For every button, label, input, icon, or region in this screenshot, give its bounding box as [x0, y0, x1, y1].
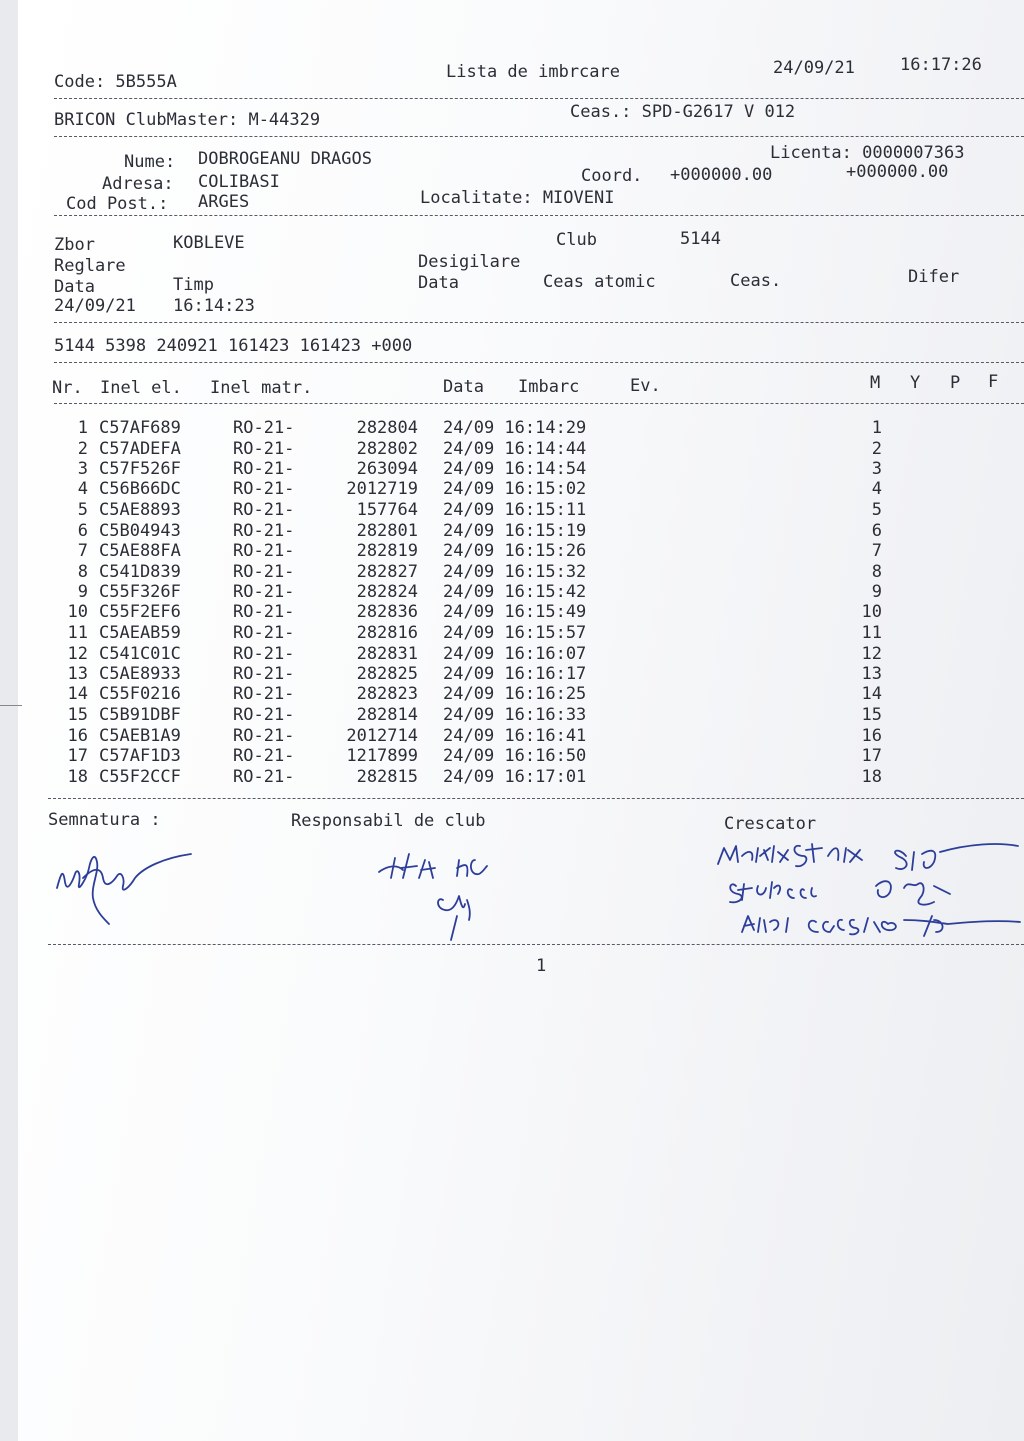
table-row: [18, 767, 1024, 788]
row-number: 7: [77, 541, 88, 562]
owner-postcode: ARGES: [198, 192, 250, 212]
position-m: 13: [861, 664, 882, 685]
electronic-ring: C57ADEFA: [99, 438, 181, 459]
row-number: 17: [67, 746, 88, 767]
licence-number: Licenta: 0000007363: [770, 143, 965, 163]
row-number: 5: [77, 499, 88, 520]
electronic-ring: C5B91DBF: [99, 704, 181, 725]
boarding-datetime: 24/09 16:16:07: [443, 643, 587, 664]
boarding-datetime: 24/09 16:16:33: [443, 704, 587, 725]
divider: [54, 215, 1024, 216]
boarding-datetime: 24/09 16:15:26: [443, 541, 587, 562]
col-header-y: Y: [910, 373, 921, 393]
row-number: 4: [77, 479, 88, 500]
ring-number: 282816: [356, 623, 418, 643]
position-m: 5: [871, 499, 882, 520]
ring-number: 282804: [356, 418, 418, 438]
position-m: 7: [871, 541, 882, 562]
divider: [54, 98, 1024, 99]
ring-number: 282801: [356, 520, 418, 541]
divider: [48, 944, 1024, 945]
ring-prefix: RO-21-: [233, 623, 295, 643]
print-time: 16:17:26: [900, 55, 982, 75]
breeder-label: Crescator: [724, 814, 817, 834]
table-row: [18, 418, 1024, 439]
boarding-datetime: 24/09 16:15:11: [443, 499, 587, 520]
ring-number: 282831: [356, 643, 418, 664]
electronic-ring: C541D839: [99, 561, 181, 582]
owner-address: COLIBASI: [198, 172, 280, 192]
position-m: 2: [871, 438, 882, 459]
position-m: 17: [861, 746, 882, 767]
electronic-ring: C55F2EF6: [99, 602, 181, 623]
electronic-ring: C57F526F: [99, 459, 181, 480]
boarding-datetime: 24/09 16:16:17: [443, 664, 587, 685]
table-row: [18, 562, 1024, 583]
ring-prefix: RO-21-: [233, 766, 295, 787]
owner-name: DOBROGEANU DRAGOS: [198, 149, 372, 169]
table-row: [18, 644, 1024, 665]
desigilare-label: Desigilare: [418, 252, 521, 272]
data-label: Data: [54, 277, 95, 297]
divider: [54, 362, 1024, 363]
table-row: [18, 664, 1024, 685]
boarding-datetime: 24/09 16:16:50: [443, 746, 587, 767]
ring-prefix: RO-21-: [233, 499, 295, 520]
electronic-ring: C57AF689: [99, 418, 181, 438]
edge-mark: [0, 705, 22, 706]
ring-number: 282836: [356, 602, 418, 623]
electronic-ring: C541C01C: [99, 643, 181, 664]
data2-label: Data: [418, 273, 459, 293]
table-row: [18, 684, 1024, 705]
ring-prefix: RO-21-: [233, 664, 295, 685]
ring-prefix: RO-21-: [233, 561, 295, 582]
page-number: 1: [536, 956, 547, 976]
row-number: 3: [77, 459, 88, 480]
table-row: [18, 439, 1024, 460]
position-m: 8: [871, 561, 882, 582]
electronic-ring: C5AE8933: [99, 664, 181, 685]
ring-prefix: RO-21-: [233, 725, 295, 746]
boarding-datetime: 24/09 16:16:25: [443, 684, 587, 705]
boarding-datetime: 24/09 16:14:44: [443, 438, 587, 459]
ring-prefix: RO-21-: [233, 581, 295, 602]
coord-y: +000000.00: [846, 162, 949, 182]
ring-number: 263094: [356, 459, 418, 480]
col-header-date: Data: [443, 377, 484, 397]
clubmaster-id: BRICON ClubMaster: M-44329: [54, 110, 321, 130]
row-number: 16: [67, 725, 88, 746]
boarding-datetime: 24/09 16:14:54: [443, 459, 587, 480]
timp-label: Timp: [173, 275, 214, 295]
table-row: [18, 521, 1024, 542]
ring-prefix: RO-21-: [233, 459, 295, 480]
row-number: 1: [77, 418, 88, 438]
electronic-ring: C56B66DC: [99, 479, 181, 500]
ring-prefix: RO-21-: [233, 602, 295, 623]
electronic-ring: C57AF1D3: [99, 746, 181, 767]
boarding-datetime: 24/09 16:15:57: [443, 623, 587, 643]
signature-breeders: [708, 836, 1024, 948]
col-header-electronic-ring: Inel el.: [100, 378, 182, 398]
boarding-datetime: 24/09 16:14:29: [443, 418, 587, 438]
col-header-ring-number: Inel matr.: [210, 378, 313, 398]
row-number: 8: [77, 561, 88, 582]
position-m: 14: [861, 684, 882, 705]
divider: [54, 322, 1024, 323]
club-label: Club: [556, 230, 597, 250]
ring-prefix: RO-21-: [233, 541, 295, 562]
table-row: [18, 726, 1024, 747]
ring-number: 2012719: [346, 479, 418, 500]
position-m: 18: [861, 766, 882, 787]
reglare-time: 16:14:23: [173, 296, 255, 316]
coord-label: Coord.: [581, 166, 643, 186]
atomic-clock-label: Ceas atomic: [543, 272, 656, 292]
boarding-datetime: 24/09 16:17:01: [443, 766, 587, 787]
col-header-p: P: [950, 373, 961, 393]
row-number: 9: [77, 581, 88, 602]
ring-number: 282802: [356, 438, 418, 459]
col-header-boarding: Imbarc: [518, 377, 580, 397]
table-row: [18, 479, 1024, 500]
ring-number: 157764: [356, 499, 418, 520]
electronic-ring: C5AEB1A9: [99, 725, 181, 746]
ring-number: 282827: [356, 561, 418, 582]
row-number: 12: [67, 643, 88, 664]
table-row: [18, 746, 1024, 767]
signature-left: [43, 838, 203, 933]
position-m: 4: [871, 479, 882, 500]
electronic-ring: C5AE8893: [99, 499, 181, 520]
position-m: 16: [861, 725, 882, 746]
row-number: 11: [67, 623, 88, 643]
col-header-event: Ev.: [630, 376, 661, 396]
ring-number: 282815: [356, 766, 418, 787]
address-label: Adresa:: [102, 174, 174, 194]
ring-prefix: RO-21-: [233, 643, 295, 664]
row-number: 2: [77, 438, 88, 459]
electronic-ring: C55F326F: [99, 581, 181, 602]
ring-number: 282824: [356, 581, 418, 602]
electronic-ring: C55F2CCF: [99, 766, 181, 787]
print-date: 24/09/21: [773, 58, 855, 78]
ring-prefix: RO-21-: [233, 520, 295, 541]
boarding-datetime: 24/09 16:15:02: [443, 479, 587, 500]
table-row: [18, 459, 1024, 480]
col-header-f: F: [988, 372, 999, 392]
divider: [54, 403, 1024, 404]
table-row: [18, 602, 1024, 623]
position-m: 3: [871, 459, 882, 480]
coord-x: +000000.00: [670, 165, 773, 185]
ring-number: 282825: [356, 664, 418, 685]
ring-prefix: RO-21-: [233, 438, 295, 459]
position-m: 15: [861, 704, 882, 725]
electronic-ring: C5AE88FA: [99, 541, 181, 562]
difference-label: Difer: [908, 267, 960, 287]
row-number: 18: [67, 766, 88, 787]
ring-number: 282814: [356, 704, 418, 725]
document-title: Lista de imbrcare: [446, 62, 620, 82]
signature-label: Semnatura :: [48, 810, 161, 830]
electronic-ring: C5AEAB59: [99, 623, 181, 643]
position-m: 12: [861, 643, 882, 664]
col-header-m: M: [870, 373, 881, 393]
col-header-nr: Nr.: [52, 378, 83, 398]
boarding-datetime: 24/09 16:15:42: [443, 581, 587, 602]
ring-number: 282823: [356, 684, 418, 705]
name-label: Nume:: [124, 152, 176, 172]
clock-code-line: 5144 5398 240921 161423 161423 +000: [54, 336, 413, 356]
table-row: [18, 541, 1024, 562]
boarding-datetime: 24/09 16:15:49: [443, 602, 587, 623]
ring-prefix: RO-21-: [233, 418, 295, 438]
reglare-date: 24/09/21: [54, 296, 136, 316]
table-row: [18, 582, 1024, 603]
divider: [48, 798, 1024, 799]
table-row: [18, 623, 1024, 644]
position-m: 10: [861, 602, 882, 623]
electronic-ring: C55F0216: [99, 684, 181, 705]
reglare-label: Reglare: [54, 256, 126, 276]
ring-prefix: RO-21-: [233, 746, 295, 767]
owner-locality: Localitate: MIOVENI: [420, 188, 615, 208]
boarding-datetime: 24/09 16:16:41: [443, 725, 587, 746]
row-number: 13: [67, 664, 88, 685]
code-label: Code: 5B555A: [54, 72, 177, 92]
signature-club-responsible: [373, 848, 543, 943]
club-responsible-label: Responsabil de club: [291, 811, 486, 831]
ring-number: 282819: [356, 541, 418, 562]
table-row: [18, 500, 1024, 521]
row-number: 10: [67, 602, 88, 623]
club-number: 5144: [680, 229, 721, 249]
ring-number: 1217899: [346, 746, 418, 767]
row-number: 15: [67, 704, 88, 725]
ring-number: 2012714: [346, 725, 418, 746]
position-m: 9: [871, 581, 882, 602]
row-number: 6: [77, 520, 88, 541]
postcode-label: Cod Post.:: [66, 194, 169, 214]
boarding-datetime: 24/09 16:15:19: [443, 520, 587, 541]
clock-label: Ceas.: [730, 271, 782, 291]
clock-id: Ceas.: SPD-G2617 V 012: [570, 102, 796, 122]
position-m: 6: [871, 520, 882, 541]
ring-prefix: RO-21-: [233, 684, 295, 705]
ring-prefix: RO-21-: [233, 704, 295, 725]
ring-prefix: RO-21-: [233, 479, 295, 500]
row-number: 14: [67, 684, 88, 705]
flight-label: Zbor: [54, 235, 95, 255]
position-m: 11: [861, 623, 882, 643]
printout-page: [18, 0, 1024, 1441]
position-m: 1: [871, 418, 882, 438]
boarding-datetime: 24/09 16:15:32: [443, 561, 587, 582]
divider: [54, 136, 1024, 137]
table-row: [18, 705, 1024, 726]
electronic-ring: C5B04943: [99, 520, 181, 541]
flight-location: KOBLEVE: [173, 233, 245, 253]
